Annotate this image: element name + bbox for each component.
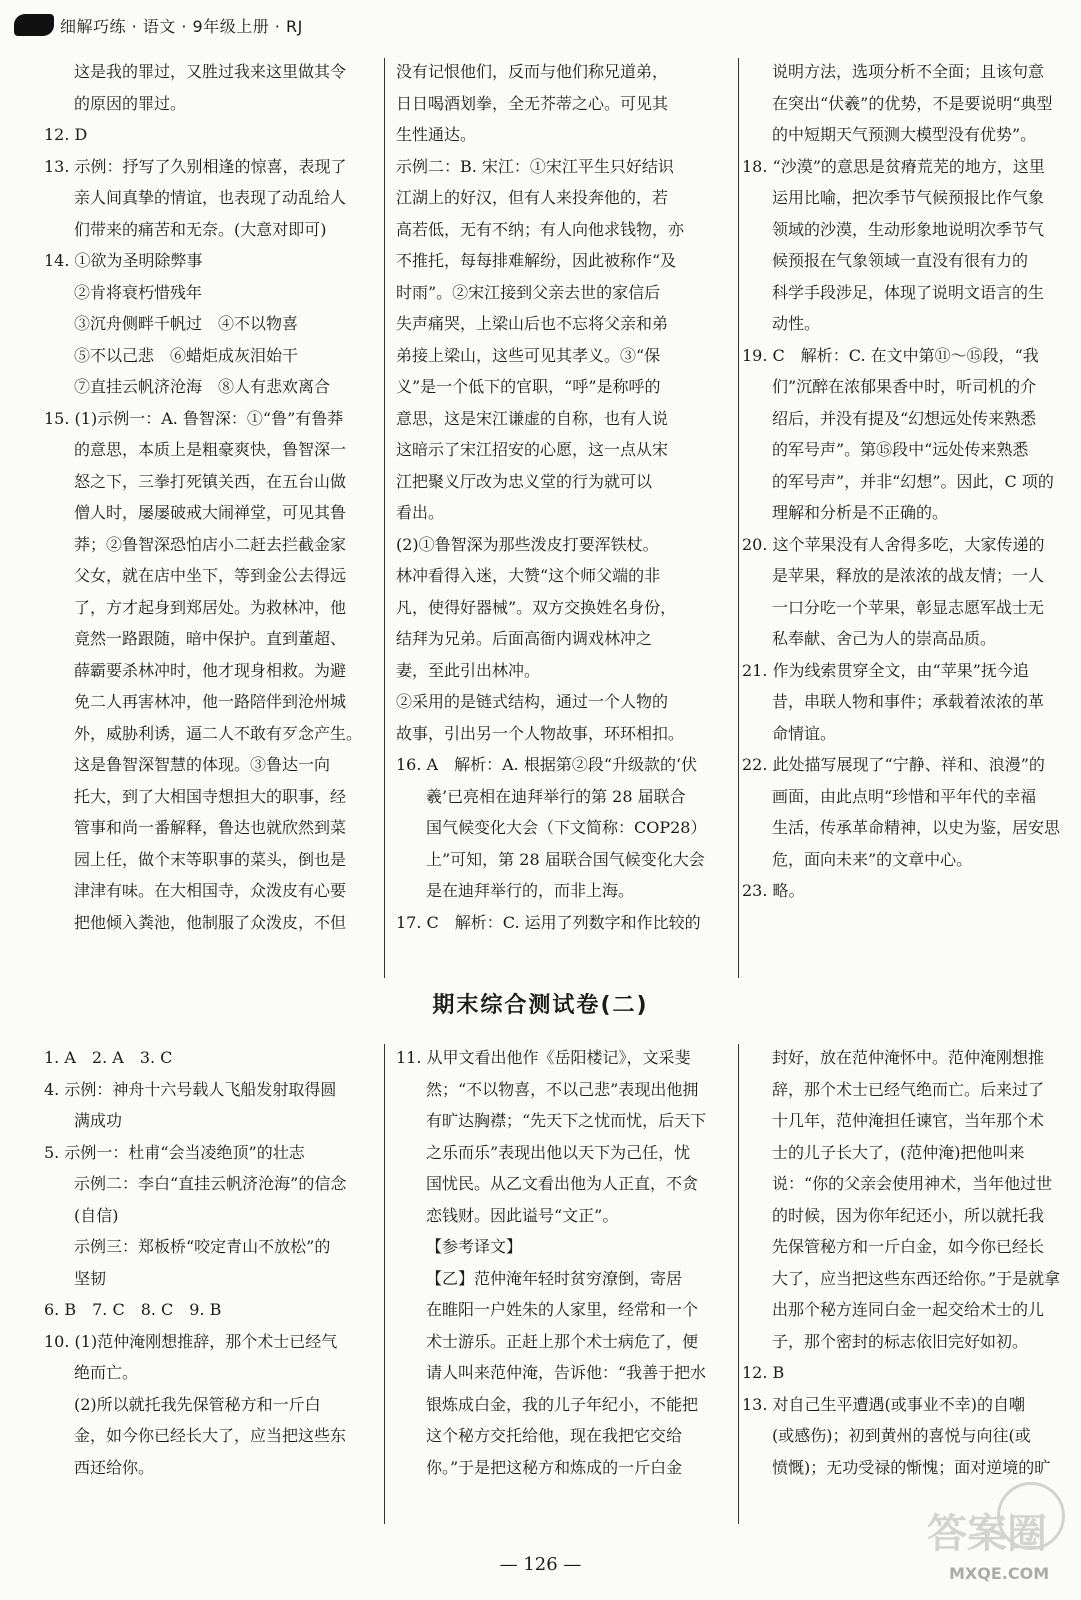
answer-line: 辞，那个术士已经气绝而亡。后来过了 — [772, 1079, 1045, 1099]
answer-line: 西还给你。 — [74, 1457, 155, 1477]
answer-column-top-1 — [44, 56, 374, 938]
section-number: (二) — [600, 993, 649, 1018]
answer-line: 结拜为兄弟。后面高衙内调戏林冲之 — [396, 629, 653, 648]
answer-line: 国气候变化大会（下文简称：COP28） — [426, 818, 707, 837]
answer-line: 竟然一路跟随，暗中保护。直到董超、 — [74, 629, 347, 648]
answer-line: 把他倾入粪池，他制服了众泼皮，不但 — [74, 912, 347, 932]
section-heading — [0, 988, 1081, 1019]
answer-line: 命情谊。 — [772, 723, 837, 743]
answer-line: 士的儿子长大了，(范仲淹)把他叫来 — [772, 1142, 1025, 1162]
answer-column-bottom-3 — [742, 1042, 1072, 1483]
answer-line: 的军号声”，并非“幻想”。因此，C 项的 — [772, 471, 1054, 491]
answer-line: 的时候，因为你年纪还小，所以就托我 — [772, 1205, 1045, 1225]
answer-line: 愤慨)；无功受禄的惭愧；面对逆境的旷 — [772, 1457, 1051, 1477]
answer-line: 子，那个密封的标志依旧完好如初。 — [772, 1331, 1029, 1351]
answer-line: 14. ①欲为圣明除弊事 — [44, 251, 203, 270]
answer-line: 19. C 解析：C. 在文中第⑪～⑮段，“我 — [742, 345, 1039, 365]
answer-line: 了，方才起身到郑居处。为救林冲，他 — [74, 597, 347, 617]
answer-line: 说明方法，选项分析不全面；且该句意 — [772, 62, 1045, 81]
answer-line: 一口分吃一个苹果，彰显志愿军战士无 — [772, 597, 1045, 617]
answer-line: 在睢阳一户姓朱的人家里，经常和一个 — [426, 1300, 699, 1319]
answer-line: ⑤不以己悲 ⑥蜡炬成灰泪始干 — [74, 345, 299, 365]
answer-line: 是苹果，释放的是浓浓的战友情；一人 — [772, 566, 1045, 585]
watermark-chars: 答案圈 — [927, 1511, 1047, 1557]
answer-line: 银炼成白金，我的儿子年纪小，不能把 — [426, 1394, 699, 1414]
answer-line: ②肯将衰朽惜残年 — [74, 282, 203, 302]
answer-line: 4. 示例：神舟十六号载人飞船发射取得圆 — [44, 1079, 337, 1099]
answer-line: 请人叫来范仲淹，告诉他：“我善于把水 — [426, 1363, 707, 1382]
answer-line: 示例三：郑板桥“咬定青山不放松”的 — [74, 1237, 331, 1256]
answer-line: 22. 此处描写展现了“宁静、祥和、浪漫”的 — [742, 755, 1045, 774]
answer-line: (2)①鲁智深为那些泼皮打要浑铁杖。 — [396, 534, 659, 554]
answer-line: 私奉献、舍己为人的崇高品质。 — [772, 629, 997, 648]
answer-line: 国忧民。从乙文看出他为人正直，不贪 — [426, 1174, 699, 1193]
book-logo-icon — [14, 14, 54, 36]
answer-line: 江把聚义厅改为忠义堂的行为就可以 — [396, 471, 653, 491]
answer-line: 园上任，做个末等职事的菜头，倒也是 — [74, 849, 347, 869]
answer-line: 科学手段涉足，体现了说明文语言的生 — [772, 282, 1045, 302]
answer-line: (2)所以就托我先保管秘方和一斤白 — [74, 1394, 321, 1414]
answer-line: 恋钱财。因此谥号“文正”。 — [426, 1205, 619, 1225]
answer-line: 动性。 — [772, 314, 821, 333]
answer-line: 理解和分析是不正确的。 — [772, 503, 949, 522]
answer-line: 17. C 解析：C. 运用了列数字和作比较的 — [396, 912, 701, 932]
answer-line: 之乐而乐”表现出他以天下为己任，忧 — [426, 1142, 691, 1162]
answer-line: 僧人时，屡屡破戒大闹禅堂，可见其鲁 — [74, 503, 347, 522]
answer-line: 意思，这是宋江谦虚的自称，也有人说 — [396, 408, 669, 428]
answer-line: 6. B 7. C 8. C 9. B — [44, 1300, 222, 1319]
answer-line: 你。”于是把这秘方和炼成的一斤白金 — [426, 1457, 683, 1477]
answer-line: (自信) — [74, 1205, 119, 1225]
answer-line: 不推托，每每排难解纷，因此被称作“及 — [396, 251, 677, 270]
answer-line: 大了，应当把这些东西还给你。”于是就拿 — [772, 1268, 1061, 1288]
section-title: 期末综合测试卷 — [432, 993, 601, 1018]
answer-line: 时雨”。②宋江接到父亲去世的家信后 — [396, 282, 661, 302]
answer-line: ②采用的是链式结构，通过一个人物的 — [396, 692, 669, 711]
answer-line: 【参考译文】 — [426, 1237, 523, 1256]
answer-line: 托大，到了大相国寺想担大的职事，经 — [74, 786, 347, 806]
answer-line: 高若低，无有不纳；有人向他求钱物，亦 — [396, 219, 685, 239]
answer-line: 20. 这个苹果没有人舍得多吃，大家传递的 — [742, 534, 1045, 554]
answer-line: 画面，由此点明“珍惜和平年代的幸福 — [772, 786, 1037, 806]
answer-line: 23. 略。 — [742, 881, 805, 900]
answer-line: 们”沉醉在浓郁果香中时，听司机的介 — [772, 377, 1037, 396]
answer-line: 13. 对自己生平遭遇(或事业不幸)的自嘲 — [742, 1394, 1026, 1414]
running-header — [14, 12, 303, 38]
answer-line: ③沉舟侧畔千帆过 ④不以物喜 — [74, 314, 299, 333]
column-divider — [738, 1044, 739, 1524]
answer-line: 封好，放在范仲淹怀中。范仲淹刚想推 — [772, 1048, 1045, 1067]
answer-line: 江湖上的好汉，但有人来投奔他的，若 — [396, 188, 669, 207]
answer-line: 的军号声”。第⑮段中“远处传来熟悉 — [772, 440, 1029, 459]
answer-line: 15. (1)示例一：A. 鲁智深：①“鲁”有鲁莽 — [44, 408, 344, 428]
answer-line: 1. A 2. A 3. C — [44, 1048, 173, 1067]
column-divider — [384, 1044, 385, 1524]
answer-line: 管事和尚一番解释，鲁达也就欣然到菜 — [74, 818, 347, 837]
answer-line: (或感伤)；初到黄州的喜悦与向往(或 — [772, 1426, 1031, 1445]
answer-line: 薛霸要杀林冲时，他才现身相救。为避 — [74, 660, 347, 680]
header-title: 细解巧练 · 语文 · 9年级上册 · RJ — [60, 16, 303, 36]
answer-line: 满成功 — [74, 1111, 123, 1130]
answer-line: 绍后，并没有提及“幻想远处传来熟悉 — [772, 408, 1037, 428]
answer-line: 上”可知，第 28 届联合国气候变化大会 — [426, 849, 705, 869]
answer-column-bottom-2 — [396, 1042, 726, 1483]
answer-line: 失声痛哭，上梁山后也不忘将父亲和弟 — [396, 314, 669, 333]
watermark-url: MXQE.COM — [949, 1564, 1050, 1583]
answer-line: 12. B — [742, 1363, 785, 1382]
answer-line: 5. 示例一：杜甫“会当凌绝顶”的壮志 — [44, 1142, 305, 1162]
answer-line: 绝而亡。 — [74, 1363, 139, 1382]
answer-line: 羲’已亮相在迪拜举行的第 28 届联合 — [426, 786, 686, 806]
column-divider — [384, 58, 385, 978]
answer-line: 的意思，本质上是粗豪爽快，鲁智深一 — [74, 440, 347, 459]
answer-line: 然；“不以物喜，不以己悲”表现出他拥 — [426, 1079, 699, 1099]
answer-line: 坚韧 — [74, 1268, 107, 1288]
answer-line: 13. 示例：抒写了久别相逢的惊喜，表现了 — [44, 156, 347, 176]
column-divider — [738, 58, 739, 978]
answer-line: 生活，传承革命精神，以史为鉴，居安思 — [772, 818, 1061, 837]
answer-line: 津津有味。在大相国寺，众泼皮有心要 — [74, 881, 347, 900]
answer-line: 18. “沙漠”的意思是贫瘠荒芜的地方，这里 — [742, 156, 1045, 176]
answer-line: 的原因的罪过。 — [74, 93, 187, 113]
answer-line: 危，面向未来”的文章中心。 — [772, 849, 973, 869]
answer-line: 没有记恨他们，反而与他们称兄道弟， — [396, 62, 669, 81]
page-number: — 126 — — [499, 1554, 582, 1575]
answer-column-top-3 — [742, 56, 1072, 907]
answer-line: 故事，引出另一个人物故事，环环相扣。 — [396, 723, 685, 743]
answer-line: 这是我的罪过，又胜过我来这里做其令 — [74, 62, 347, 81]
answer-line: 林冲看得入迷，大赞“这个师父端的非 — [396, 566, 661, 585]
answer-line: 弟接上梁山，这些可见其孝义。③“保 — [396, 345, 661, 365]
answer-line: 先保管秘方和一斤白金，如今你已经长 — [772, 1237, 1045, 1256]
answer-line: 十几年，范仲淹担任谏官，当年那个术 — [772, 1111, 1045, 1130]
answer-line: 说：“你的父亲会使用神术，当年他过世 — [772, 1174, 1053, 1193]
answer-line: 妻，至此引出林冲。 — [396, 660, 541, 680]
answer-line: 怒之下，三拳打死镇关西，在五台山做 — [74, 471, 347, 491]
answer-line: 们带来的痛苦和无奈。(大意对即可) — [74, 219, 327, 239]
answer-line: 凡，使得好器械”。双方交换姓名身份， — [396, 597, 677, 617]
answer-line: 的中短期天气预测大模型没有优势”。 — [772, 125, 1037, 144]
answer-line: 示例二：B. 宋江：①宋江平生只好结识 — [396, 156, 674, 176]
answer-line: 10. (1)范仲淹刚想推辞，那个术士已经气 — [44, 1331, 338, 1351]
answer-line: 父女，就在店中坐下，等到金公去得远 — [74, 566, 347, 585]
answer-line: 义”是一个低下的官职，“呼”是称呼的 — [396, 377, 661, 396]
answer-line: 免二人再害林冲，他一路陪伴到沧州城 — [74, 692, 347, 711]
answer-line: 在突出“伏羲”的优势，不是要说明“典型 — [772, 93, 1053, 113]
answer-line: 领域的沙漠，生动形象地说明次季节气 — [772, 219, 1045, 239]
answer-line: 是在迪拜举行的，而非上海。 — [426, 881, 635, 900]
answer-line: 莽；②鲁智深恐怕店小二赶去拦截金家 — [74, 534, 347, 554]
answer-column-bottom-1 — [44, 1042, 374, 1483]
answer-line: 生性通达。 — [396, 125, 477, 144]
answer-line: 这个秘方交托给他，现在我把它交给 — [426, 1426, 683, 1445]
answer-line: 昔，串联人物和事件；承载着浓浓的革 — [772, 692, 1045, 711]
answer-line: 11. 从甲文看出他作《岳阳楼记》，文采斐 — [396, 1048, 691, 1067]
answer-line: 术士游乐。正赶上那个术士病危了，便 — [426, 1331, 699, 1351]
answer-line: 日日喝酒划拳，全无芥蒂之心。可见其 — [396, 93, 669, 113]
answer-line: 亲人间真挚的情谊，也表现了动乱给人 — [74, 188, 347, 207]
answer-line: 21. 作为线索贯穿全文，由“苹果”抚今追 — [742, 660, 1029, 680]
answer-line: 16. A 解析：A. 根据第②段“升级款的‘伏 — [396, 755, 698, 774]
answer-line: 示例二：李白“直挂云帆济沧海”的信念 — [74, 1174, 347, 1193]
answer-line: 金，如今你已经长大了，应当把这些东 — [74, 1426, 347, 1445]
answer-column-top-2 — [396, 56, 726, 938]
answer-line: 12. D — [44, 125, 88, 144]
answer-line: 这是鲁智深智慧的体现。③鲁达一向 — [74, 755, 331, 774]
answer-line: 这暗示了宋江招安的心愿，这一点从宋 — [396, 440, 669, 459]
answer-line: 候预报在气象领域一直没有很有力的 — [772, 251, 1029, 270]
site-watermark — [927, 1478, 1067, 1588]
answer-line: 外，威胁利诱，逼二人不敢有歹念产生。 — [74, 723, 363, 743]
answer-line: 看出。 — [396, 503, 445, 522]
answer-line: 有旷达胸襟；“先天下之忧而忧，后天下 — [426, 1111, 707, 1130]
answer-line: ⑦直挂云帆济沧海 ⑧人有悲欢离合 — [74, 377, 331, 396]
answer-line: 运用比喻，把次季节气候预报比作气象 — [772, 188, 1045, 207]
answer-line: 出那个秘方连同白金一起交给术士的儿 — [772, 1300, 1045, 1319]
answer-line: 【乙】范仲淹年轻时贫穷潦倒，寄居 — [426, 1268, 683, 1288]
